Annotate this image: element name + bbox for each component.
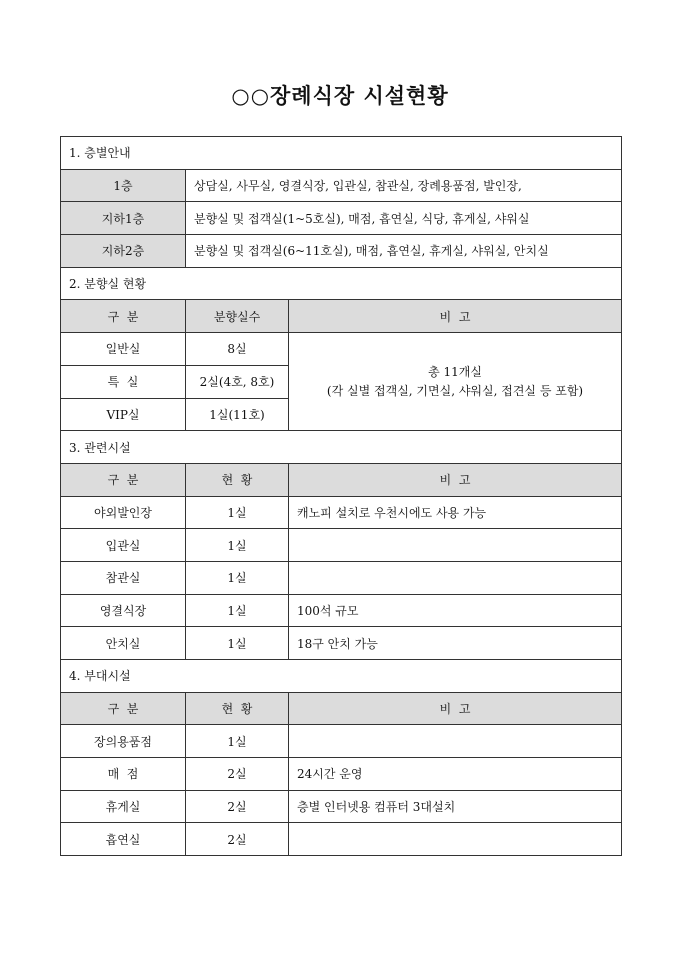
name-cell: 참관실 — [61, 561, 186, 594]
name-cell: 흡연실 — [61, 823, 186, 856]
table-header-row — [61, 463, 622, 496]
table-row — [61, 561, 622, 594]
header-cell: 구 분 — [61, 300, 186, 333]
floor-cell: 1층 — [61, 169, 186, 202]
section-title: 1. 층별안내 — [61, 137, 622, 170]
page-title: ○○장례식장 시설현황 — [231, 83, 449, 108]
note-cell — [289, 561, 622, 594]
note-cell: 캐노피 설치로 우천시에도 사용 가능 — [289, 496, 622, 529]
header-cell: 구 분 — [61, 463, 186, 496]
section-title: 3. 관련시설 — [61, 431, 622, 464]
count-cell: 2실 — [186, 823, 289, 856]
count-cell: 1실(11호) — [186, 398, 289, 431]
count-cell: 1실 — [186, 627, 289, 660]
rooms-note-cell — [289, 333, 622, 431]
count-cell: 2실(4호, 8호) — [186, 365, 289, 398]
note-cell: 층별 인터넷용 컴퓨터 3대설치 — [289, 790, 622, 823]
note-cell — [289, 529, 622, 562]
name-cell: 매 점 — [61, 758, 186, 791]
note-cell: 18구 안치 가능 — [289, 627, 622, 660]
note-line: (각 실별 접객실, 기면실, 샤워실, 접견실 등 포함) — [326, 383, 584, 398]
count-cell: 2실 — [186, 758, 289, 791]
name-cell: VIP실 — [61, 398, 186, 431]
name-cell: 안치실 — [61, 627, 186, 660]
section-heading-amenities — [61, 660, 622, 693]
name-cell: 특 실 — [61, 365, 186, 398]
table-row — [61, 529, 622, 562]
section-heading-related — [61, 431, 622, 464]
floor-desc-cell: 상담실, 사무실, 영결식장, 입관실, 참관실, 장례용품점, 발인장, — [186, 169, 622, 202]
name-cell: 휴게실 — [61, 790, 186, 823]
name-cell: 입관실 — [61, 529, 186, 562]
table-row — [61, 725, 622, 758]
floor-desc-cell: 분향실 및 접객실(6~11호실), 매점, 흡연실, 휴게실, 샤워실, 안치실 — [186, 235, 622, 268]
name-cell: 장의용품점 — [61, 725, 186, 758]
facility-table — [60, 136, 622, 856]
count-cell: 1실 — [186, 496, 289, 529]
note-cell: 24시간 운영 — [289, 758, 622, 791]
count-cell: 8실 — [186, 333, 289, 366]
table-row — [61, 627, 622, 660]
table-row — [61, 333, 622, 366]
floor-cell: 지하1층 — [61, 202, 186, 235]
table-row — [61, 594, 622, 627]
header-cell: 비 고 — [289, 692, 622, 725]
table-header-row — [61, 692, 622, 725]
table-header-row — [61, 300, 622, 333]
table-row — [61, 823, 622, 856]
section-heading-floors — [61, 137, 622, 170]
floor-desc-cell: 분향실 및 접객실(1~5호실), 매점, 흡연실, 식당, 휴게실, 샤워실 — [186, 202, 622, 235]
table-row — [61, 790, 622, 823]
header-cell: 현 황 — [186, 692, 289, 725]
note-cell: 100석 규모 — [289, 594, 622, 627]
table-row — [61, 235, 622, 268]
name-cell: 일반실 — [61, 333, 186, 366]
note-cell — [289, 725, 622, 758]
count-cell: 1실 — [186, 561, 289, 594]
section-heading-rooms — [61, 267, 622, 300]
header-cell: 구 분 — [61, 692, 186, 725]
count-cell: 2실 — [186, 790, 289, 823]
table-row — [61, 758, 622, 791]
header-cell: 비 고 — [289, 463, 622, 496]
note-line: 총 11개실 — [428, 364, 482, 379]
note-cell — [289, 823, 622, 856]
header-cell: 현 황 — [186, 463, 289, 496]
header-cell: 분향실수 — [186, 300, 289, 333]
name-cell: 야외발인장 — [61, 496, 186, 529]
section-title: 4. 부대시설 — [61, 660, 622, 693]
floor-cell: 지하2층 — [61, 235, 186, 268]
header-cell: 비 고 — [289, 300, 622, 333]
table-row — [61, 496, 622, 529]
name-cell: 영결식장 — [61, 594, 186, 627]
table-row — [61, 169, 622, 202]
count-cell: 1실 — [186, 529, 289, 562]
table-row — [61, 202, 622, 235]
count-cell: 1실 — [186, 725, 289, 758]
count-cell: 1실 — [186, 594, 289, 627]
section-title: 2. 분향실 현황 — [61, 267, 622, 300]
